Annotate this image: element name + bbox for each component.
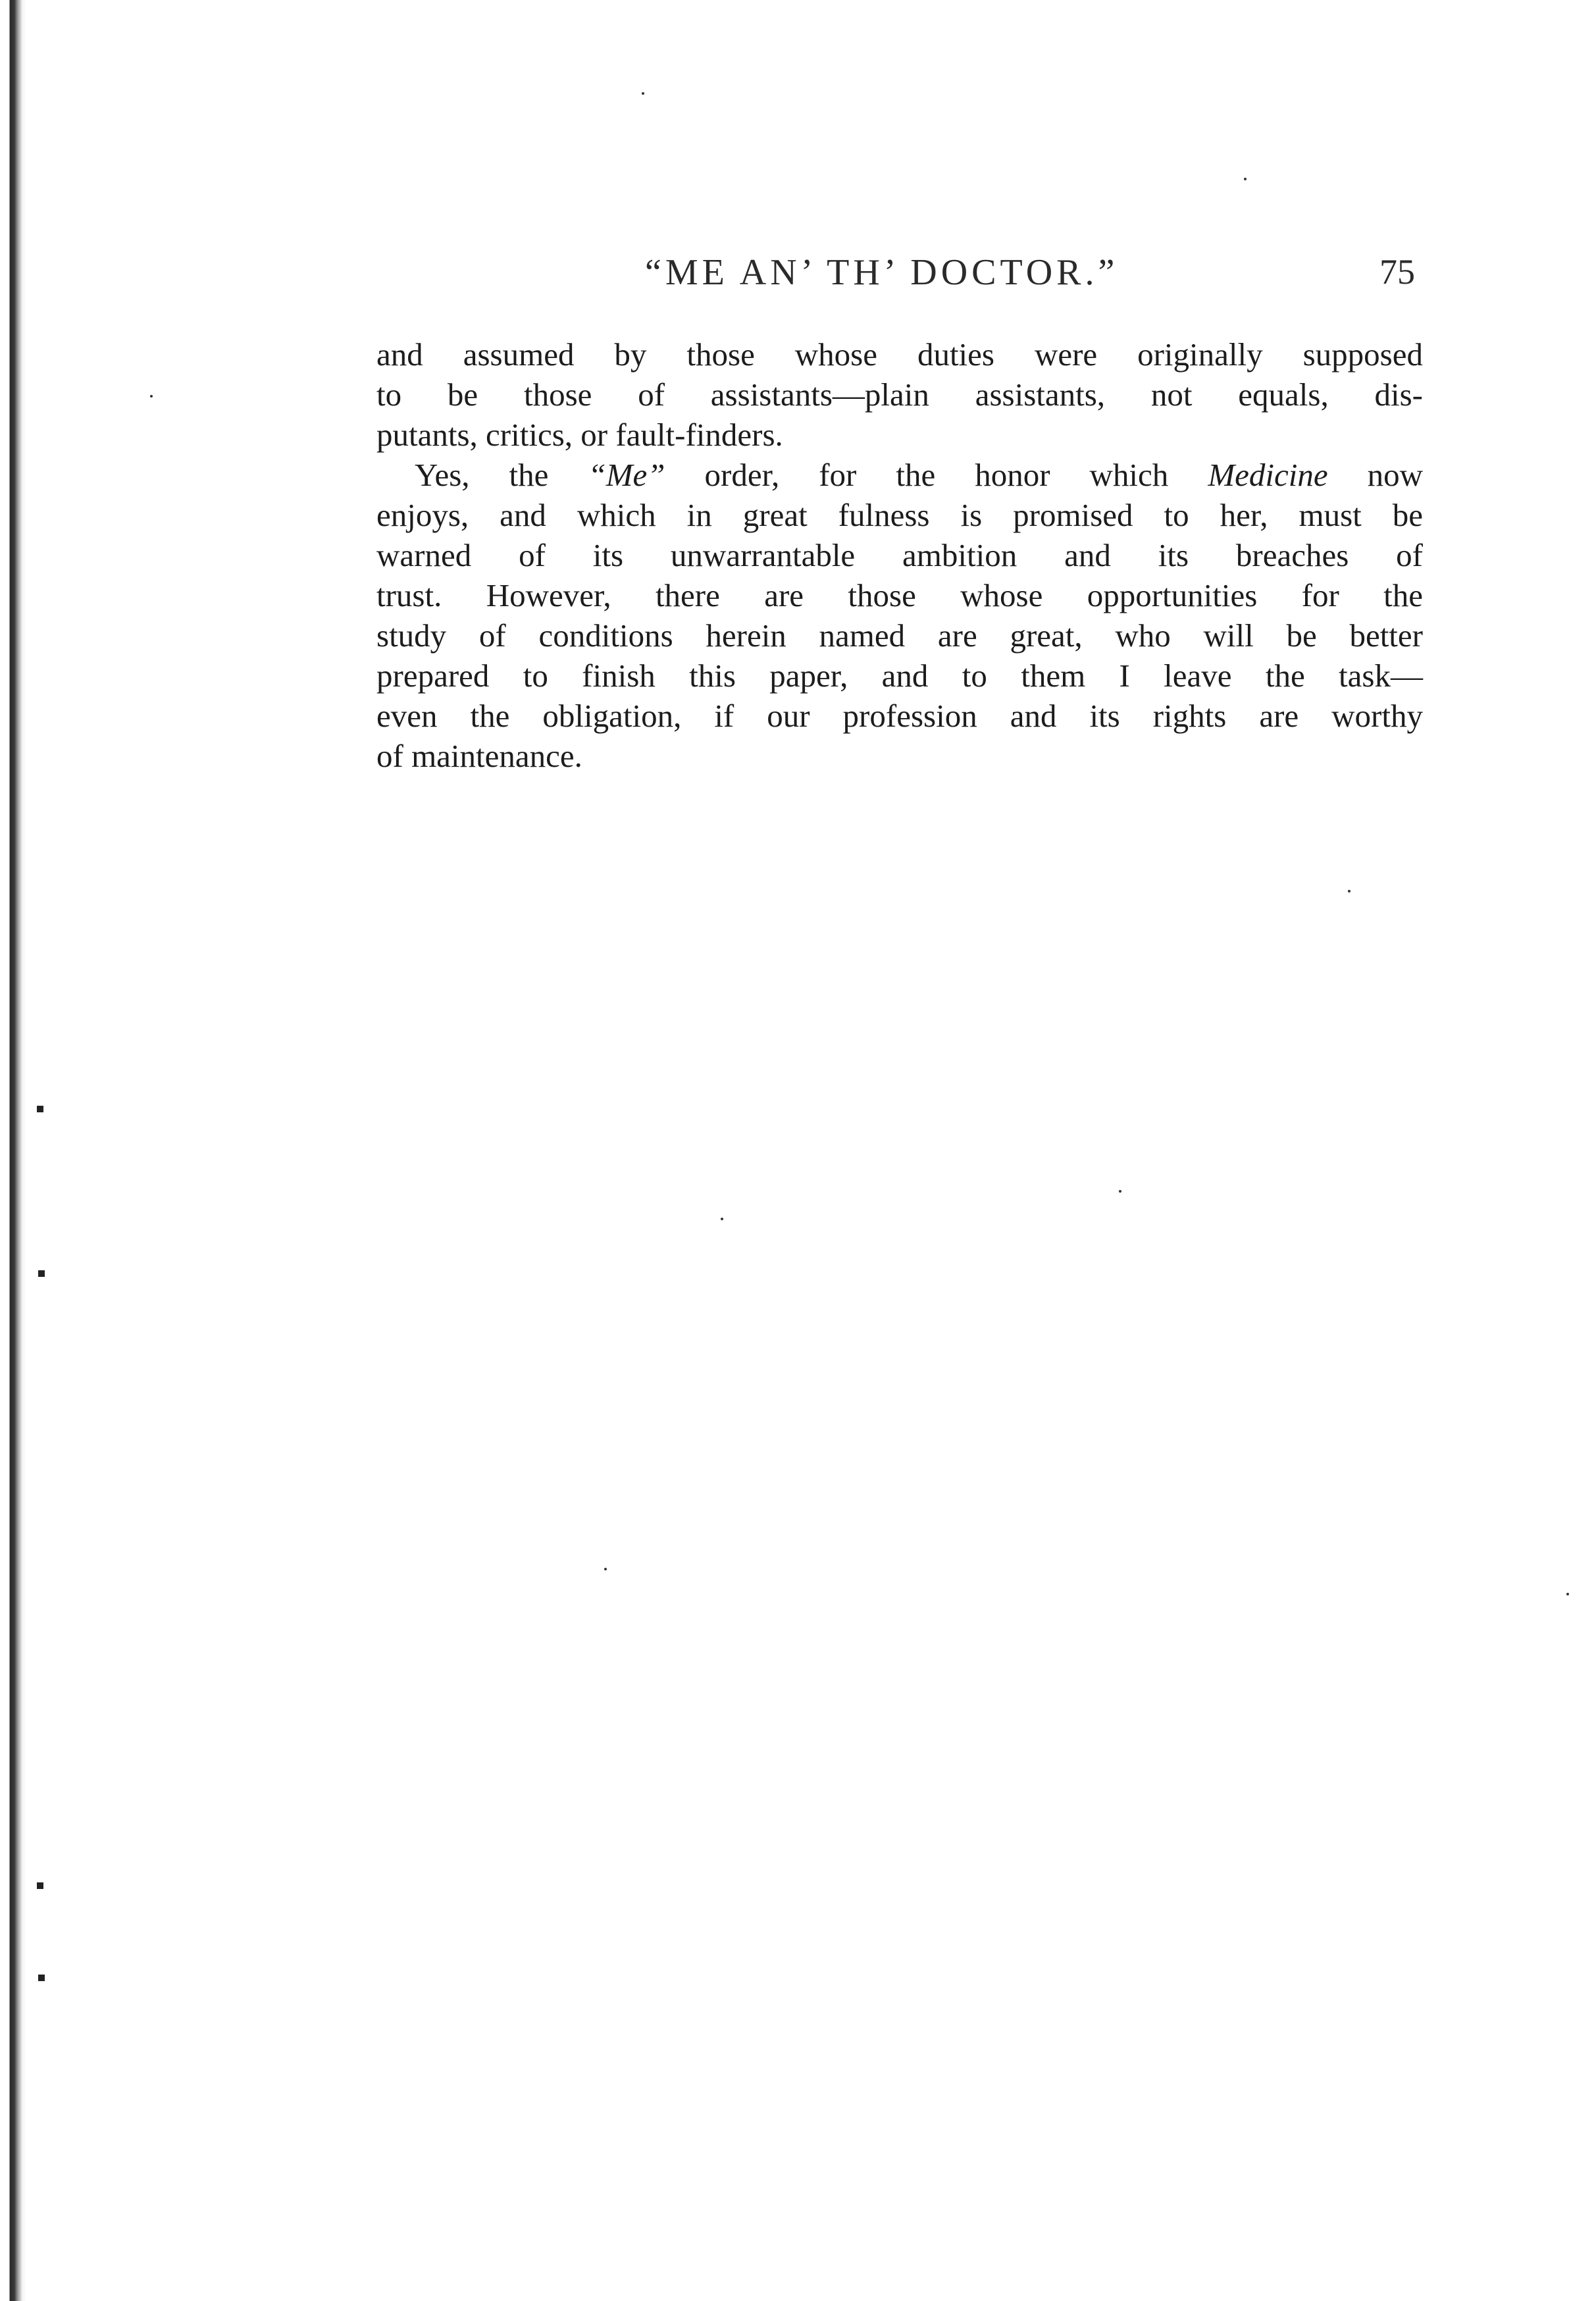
running-title: “ME AN’ TH’ DOCTOR.” [645, 252, 1119, 293]
running-head [375, 251, 1415, 297]
paper-speck [642, 92, 644, 95]
text-line: even the obligation, if our profession and its rights are worthy [376, 698, 1423, 734]
binding-mark [37, 1106, 43, 1112]
paragraph-first-line [376, 455, 1423, 495]
paper-speck [721, 1218, 723, 1220]
text-line: study of conditions herein named are great, who will be better [376, 617, 1423, 654]
paper-speck [1244, 178, 1247, 180]
text-segment-italic: “Me” [588, 457, 665, 493]
paper-speck [150, 395, 153, 398]
text-segment-italic: Medicine [1208, 457, 1328, 493]
text-line: and assumed by those whose duties were originally supposed [376, 336, 1423, 373]
paper-speck [1348, 890, 1351, 892]
text-line: trust. However, there are those whose opportunities for the [376, 577, 1423, 613]
text-segment: Yes, the [415, 457, 588, 493]
paper-speck [604, 1568, 607, 1570]
text-line: of maintenance. [376, 738, 582, 774]
text-line: to be those of assistants—plain assistants, not equals, dis- [376, 376, 1423, 413]
binding-mark [38, 1270, 45, 1277]
binding-mark [37, 1882, 43, 1889]
page-binding-edge [0, 0, 41, 2301]
page-number: 75 [1379, 252, 1415, 292]
paper-speck [1566, 1593, 1569, 1595]
text-line: enjoys, and which in great fulness is promised to her, must be [376, 497, 1423, 533]
body-text [376, 334, 1423, 776]
binding-mark [38, 1975, 45, 1981]
text-line: prepared to finish this paper, and to them I leave the task— [376, 658, 1423, 694]
text-line: putants, critics, or fault-finders. [376, 417, 783, 453]
paper-speck [1119, 1190, 1121, 1193]
text-segment: order, for the honor which [665, 457, 1208, 493]
text-line: warned of its unwarrantable ambition and its breaches of [376, 537, 1423, 573]
text-segment: now [1327, 457, 1424, 493]
